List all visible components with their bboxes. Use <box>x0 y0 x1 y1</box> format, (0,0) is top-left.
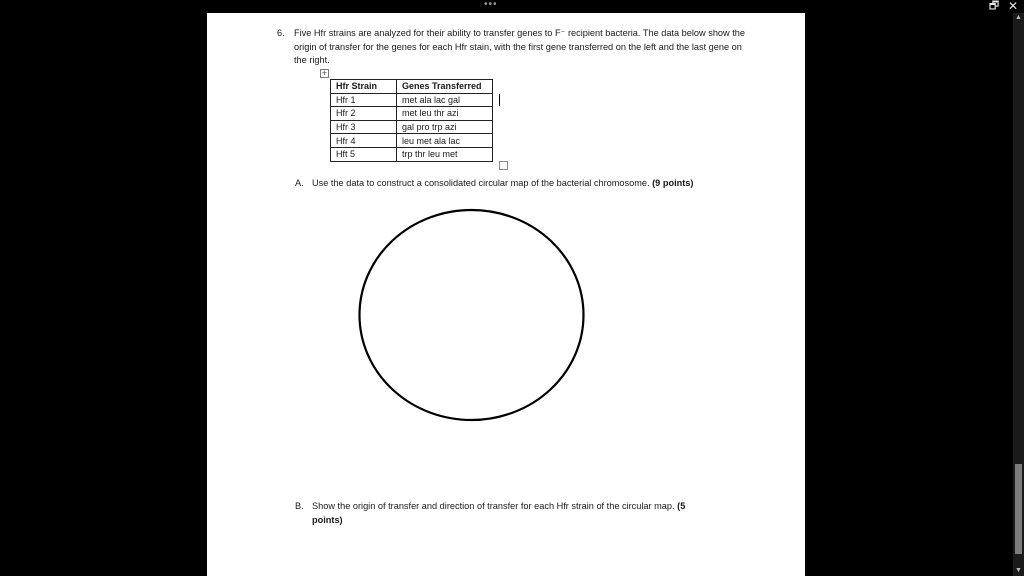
strain-cell: Hfr 3 <box>331 120 397 134</box>
chromosome-circle <box>355 207 589 423</box>
strain-cell: Hfr 1 <box>331 93 397 107</box>
strain-cell: Hfr 2 <box>331 107 397 121</box>
scroll-down-arrow-icon[interactable]: ▼ <box>1015 567 1022 574</box>
genes-cell: trp thr leu met <box>397 147 493 161</box>
part-a-prompt <box>295 178 693 188</box>
genes-cell: met ala lac gal <box>397 93 493 107</box>
table-row <box>331 93 493 107</box>
part-a-label: A. <box>295 178 304 188</box>
window-title-bar <box>0 0 1024 13</box>
header-hfr-strain: Hfr Strain <box>331 80 397 94</box>
table-row <box>331 147 493 161</box>
scrollbar-thumb[interactable] <box>1015 464 1022 554</box>
question-text: Five Hfr strains are analyzed for their ability to transfer genes to F⁻ recipient bacteria. The data below show the origin of transfer for the genes for each Hfr stain, with the first gene transferred on the left and the last gene on the right. <box>294 28 746 65</box>
genes-cell: gal pro trp azi <box>397 120 493 134</box>
table-row <box>331 107 493 121</box>
menu-dots-icon[interactable]: ••• <box>484 0 498 10</box>
part-a-points: (9 points) <box>652 178 694 188</box>
strain-cell: Hfr 4 <box>331 134 397 148</box>
strain-cell: Hft 5 <box>331 147 397 161</box>
table-resize-handle[interactable] <box>499 161 508 170</box>
genes-cell: leu met ala lac <box>397 134 493 148</box>
part-b-label: B. <box>295 501 304 511</box>
part-b-prompt <box>295 499 735 527</box>
restore-window-button[interactable]: 🗗 <box>988 0 1000 12</box>
header-genes-transferred: Genes Transferred <box>397 80 493 94</box>
document-page <box>207 13 805 576</box>
part-b-text: Show the origin of transfer and direction of transfer for each Hfr strain of the circular map. <box>312 501 675 511</box>
table-row <box>331 120 493 134</box>
part-b-points: (5 <box>677 501 686 511</box>
hfr-data-table <box>330 79 493 162</box>
table-header-row <box>331 80 493 94</box>
part-a-text: Use the data to construct a consolidated circular map of the bacterial chromosome. <box>312 178 650 188</box>
part-b-points-cont: points) <box>312 515 343 525</box>
table-move-handle-icon[interactable]: + <box>321 68 328 78</box>
question-number: 6. <box>277 28 285 38</box>
text-cursor <box>499 94 500 106</box>
genes-cell: met leu thr azi <box>397 107 493 121</box>
scroll-up-arrow-icon[interactable]: ▲ <box>1015 14 1022 21</box>
vertical-scrollbar[interactable] <box>1013 13 1024 576</box>
close-window-button[interactable]: ✕ <box>1007 0 1019 13</box>
table-row <box>331 134 493 148</box>
